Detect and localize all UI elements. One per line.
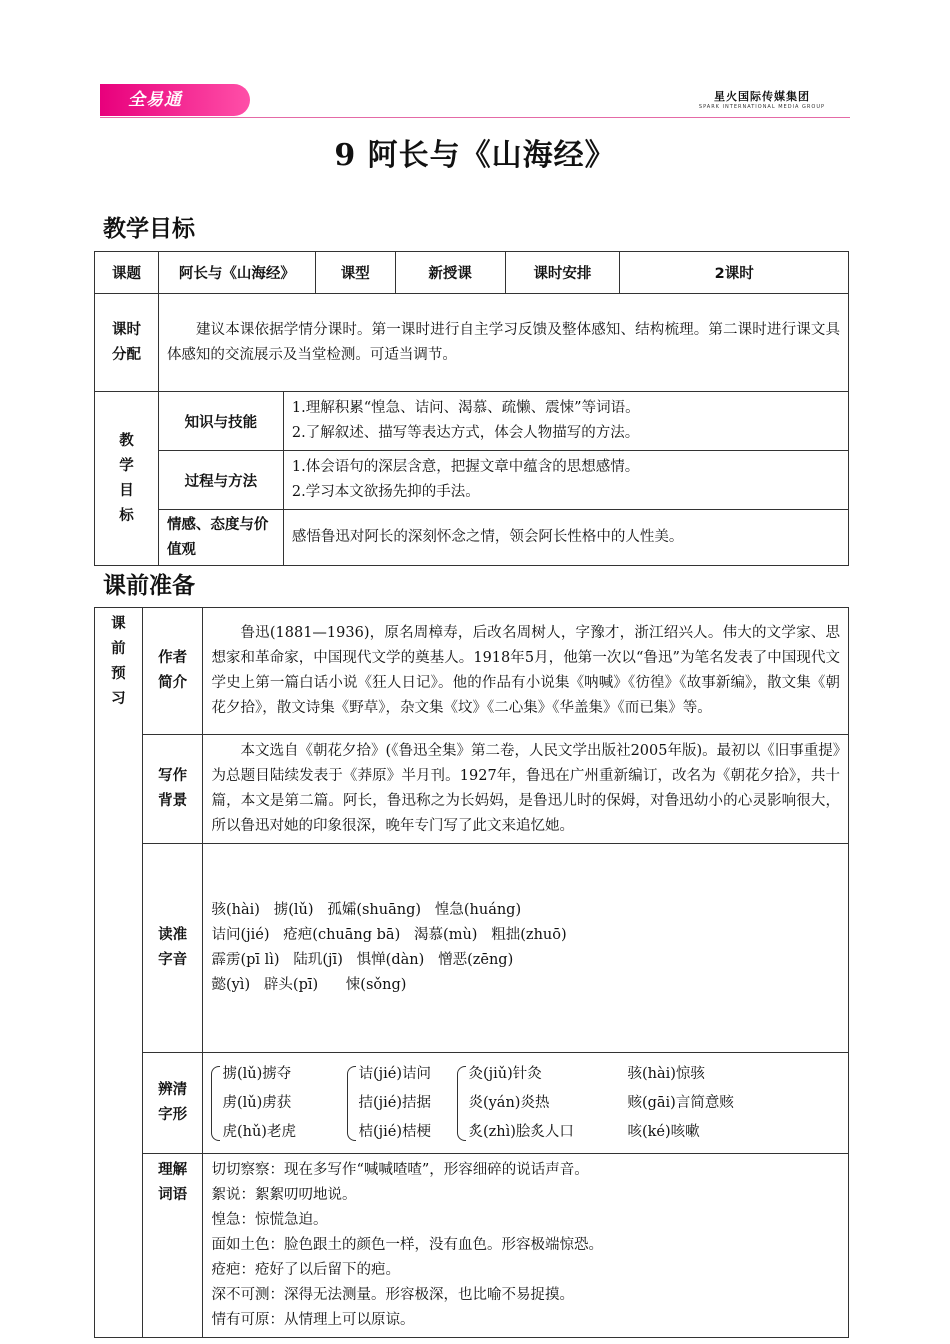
goals-table [94, 251, 849, 566]
author-text: 鲁迅(1881—1936)，原名周樟寿，后改名周树人，字豫才，浙江绍兴人。伟大的文学家、思想家和革命家，中国现代文学的奠基人。1918年5月，他第一次以“鲁迅”为笔名发表了中国现代文学史上第一篇白话小说《狂人日记》。他的作品有小说集《呐喊》《彷徨》《故事新编》，散文集《朝花夕拾》，散文诗集《野草》，杂文集《坟》《二心集》《华盖集》《而已集》等。 [203, 608, 849, 735]
char-distinguish-groups [203, 1053, 849, 1154]
char-group: 骇(hài)惊骇 赅(gāi)言简意赅 咳(ké)咳嗽 [627, 1065, 734, 1140]
goal-row-text: 1.体会语句的深层含意，把握文章中蕴含的思想感情。 2.学习本文欲扬先抑的手法。 [283, 451, 848, 510]
publisher-brand [699, 88, 825, 110]
hours-value: 2课时 [620, 252, 849, 294]
type-value: 新授课 [395, 252, 505, 294]
vocab-label: 理解词语 [142, 1154, 203, 1338]
topic-value: 阿长与《山海经》 [158, 252, 315, 294]
prep-side-label: 课前预习 [95, 608, 143, 1338]
goal-row-text: 感悟鲁迅对阿长的深刻怀念之情，领会阿长性格中的人性美。 [283, 510, 848, 566]
goal-row-text: 1.理解积累“惶急、诘问、渴慕、疏懒、震悚”等词语。 2.了解叙述、描写等表达方式，体会人物描写的方法。 [283, 392, 848, 451]
goal-row-label: 过程与方法 [158, 451, 283, 510]
page-title: 9 阿长与《山海经》 [334, 138, 616, 173]
background-label: 写作背景 [142, 735, 203, 844]
publisher-name-cn: 星火国际传媒集团 [713, 90, 810, 103]
prep-table [94, 607, 849, 1338]
char-group: 掳(lǔ)掳夺 虏(lǔ)虏获 虎(hǔ)老虎 [211, 1060, 347, 1147]
vocab-list: 切切察察：现在多写作“喊喊喳喳”，形容细碎的说话声音。 絮说：絮絮叨叨地说。 惶急：惊慌急迫。 面如土色：脸色跟土的颜色一样，没有血色。形容极端惊恐。 疮疤：疮好了以后留下的疤。 深不可测：深得无法测量。形容极深，也比喻不易捉摸。 情有可原：从情理上可以原谅。 [203, 1154, 849, 1338]
char-distinguish-label: 辨清字形 [142, 1053, 203, 1154]
pronunciation-list: 骇(hài) 掳(lǔ) 孤孀(shuāng) 惶急(huáng) 诘问(jié) 疮疤(chuāng bā) 渴慕(mù) 粗拙(zhuō) 霹雳(pī lì) 陆玑(jī) 惧惮(dàn) 憎恶(zēng) 懿(yì) 辟头(pī) 悚(sǒng) [203, 844, 849, 1053]
background-text: 本文选自《朝花夕拾》(《鲁迅全集》第二卷，人民文学出版社2005年版)。最初以《旧事重提》为总题目陆续发表于《莽原》半月刊。1927年，鲁迅在广州重新编订，改名为《朝花夕拾》，共十篇，本文是第二篇。阿长，鲁迅称之为长妈妈，是鲁迅儿时的保姆，对鲁迅幼小的心灵影响很大，所以鲁迅对她的印象很深，晚年专门写了此文来追忆她。 [203, 735, 849, 844]
goal-row-label: 情感、态度与价值观 [158, 510, 283, 566]
goal-row-label: 知识与技能 [158, 392, 283, 451]
author-label: 作者简介 [142, 608, 203, 735]
char-group: 诘(jié)诘问 拮(jié)拮据 桔(jié)桔梗 [347, 1060, 457, 1147]
goal-label: 教学目标 [95, 392, 159, 566]
pronunciation-label: 读准字音 [142, 844, 203, 1053]
header-divider [100, 117, 850, 118]
section-heading-prep: 课前准备 [103, 573, 195, 599]
page-header [100, 82, 850, 118]
alloc-label: 课时分配 [95, 294, 159, 392]
char-group: 灸(jiǔ)针灸 炎(yán)炎热 炙(zhì)脍炙人口 [457, 1060, 617, 1147]
topic-label: 课题 [95, 252, 159, 294]
hours-label: 课时安排 [505, 252, 620, 294]
publisher-name-en: SPARK INTERNATIONAL MEDIA GROUP [698, 104, 825, 110]
alloc-text: 建议本课依据学情分课时。第一课时进行自主学习反馈及整体感知、结构梳理。第二课时进行课文具体感知的交流展示及当堂检测。可适当调节。 [158, 294, 848, 392]
type-label: 课型 [315, 252, 395, 294]
section-heading-goals: 教学目标 [103, 216, 195, 242]
brand-logo: 全易通 [100, 84, 250, 116]
